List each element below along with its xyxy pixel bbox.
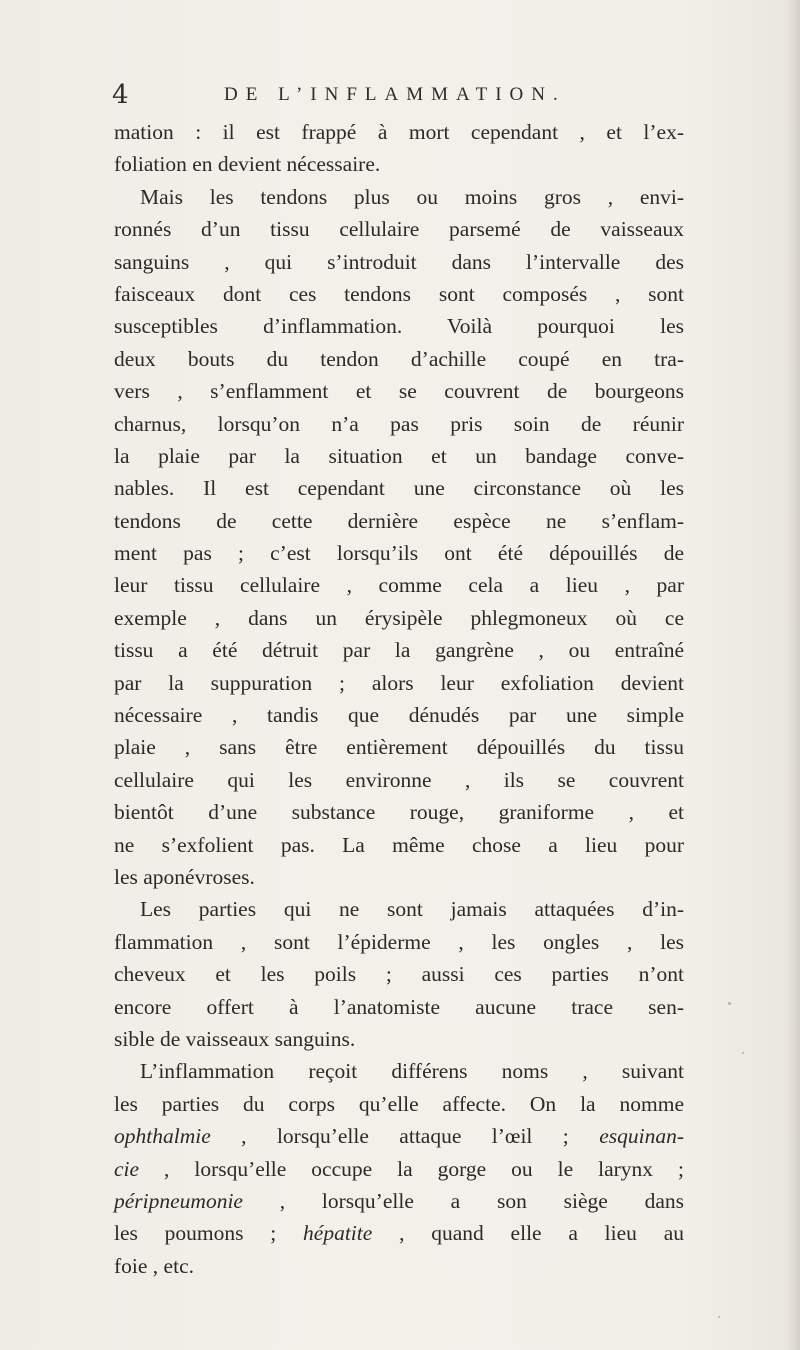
term-hepatite: hépatite bbox=[303, 1221, 373, 1246]
text-line: la plaie par la situation et un bandage conve- bbox=[114, 443, 684, 468]
text-line-mixed bbox=[114, 1250, 684, 1282]
body-text bbox=[114, 116, 684, 1282]
term-esquinancie-end: cie bbox=[114, 1156, 140, 1181]
text-fragment: , lorsqu’elle a son siège dans bbox=[242, 1188, 684, 1213]
text-line: ronnés d’un tissu cellulaire parsemé de vaisseaux bbox=[114, 217, 684, 242]
text-line: les parties du corps qu’elle affecte. On la nomme bbox=[114, 1091, 684, 1116]
term-peripneumonie: péripneumonie bbox=[114, 1188, 243, 1213]
text-fragment: , lorsqu’elle attaque l’œil ; bbox=[210, 1124, 600, 1149]
term-esquinancie: esquinan- bbox=[599, 1124, 684, 1149]
text-line: bientôt d’une substance rouge, graniforme , et bbox=[114, 800, 684, 825]
text-line: charnus, lorsqu’on n’a pas pris soin de réunir bbox=[114, 411, 684, 436]
text-line: flammation , sont l’épiderme , les ongles , les bbox=[114, 929, 684, 954]
text-line-mixed bbox=[114, 1217, 684, 1249]
text-line: Les parties qui ne sont jamais attaquées d’in- bbox=[140, 897, 684, 922]
text-line-mixed bbox=[114, 1120, 684, 1152]
text-fragment: , quand elle a lieu au bbox=[372, 1221, 684, 1246]
text-line: exemple , dans un érysipèle phlegmoneux où ce bbox=[114, 605, 684, 630]
page-header bbox=[112, 78, 672, 108]
text-line: cheveux et les poils ; aussi ces parties n’ont bbox=[114, 962, 684, 987]
text-line: deux bouts du tendon d’achille coupé en tra- bbox=[114, 346, 684, 371]
text-line: faisceaux dont ces tendons sont composés , sont bbox=[114, 281, 684, 306]
text-line: tendons de cette dernière espèce ne s’enflam- bbox=[114, 508, 684, 533]
text-line: mation : il est frappé à mort cependant , et l’ex- bbox=[114, 120, 684, 144]
term-ophthalmie: ophthalmie bbox=[114, 1124, 211, 1149]
text-line: L’inflammation reçoit différens noms , suivant bbox=[140, 1059, 684, 1084]
text-line: les aponévroses. bbox=[114, 864, 255, 889]
page-edge-shadow bbox=[786, 0, 800, 1350]
text-line-mixed bbox=[114, 1153, 684, 1185]
paper-speck bbox=[742, 1052, 744, 1054]
text-line: ne s’exfolient pas. La même chose a lieu pour bbox=[114, 832, 684, 857]
text-fragment: foie , etc. bbox=[114, 1253, 194, 1278]
text-line: nables. Il est cependant une circonstance où les bbox=[114, 476, 684, 501]
text-line: ment pas ; c’est lorsqu’ils ont été dépouillés de bbox=[114, 541, 684, 566]
text-fragment: , lorsqu’elle occupe la gorge ou le larynx ; bbox=[139, 1156, 684, 1181]
text-line: sible de vaisseaux sanguins. bbox=[114, 1026, 356, 1051]
page-number: 4 bbox=[112, 80, 129, 110]
text-line: tissu a été détruit par la gangrène , ou entraîné bbox=[114, 638, 684, 663]
text-line: susceptibles d’inflammation. Voilà pourquoi les bbox=[114, 314, 684, 339]
text-line: plaie , sans être entièrement dépouillés du tissu bbox=[114, 735, 684, 760]
paper-speck bbox=[718, 1316, 720, 1318]
text-line-mixed bbox=[114, 1185, 684, 1217]
text-line: nécessaire , tandis que dénudés par une simple bbox=[114, 703, 684, 728]
text-line: Mais les tendons plus ou moins gros , envi- bbox=[140, 184, 684, 209]
text-line: cellulaire qui les environne , ils se couvrent bbox=[114, 767, 684, 792]
text-line: par la suppuration ; alors leur exfoliation devient bbox=[114, 670, 684, 695]
text-line: sanguins , qui s’introduit dans l’intervalle des bbox=[114, 249, 684, 274]
text-fragment: les poumons ; bbox=[114, 1221, 304, 1246]
text-line: foliation en devient nécessaire. bbox=[114, 152, 381, 177]
paper-speck bbox=[728, 1002, 731, 1005]
text-line: encore offert à l’anatomiste aucune trace sen- bbox=[114, 994, 684, 1019]
running-title: DE L’INFLAMMATION. bbox=[224, 84, 566, 105]
text-line: leur tissu cellulaire , comme cela a lieu , par bbox=[114, 573, 684, 598]
text-line: vers , s’enflamment et se couvrent de bourgeons bbox=[114, 379, 684, 404]
